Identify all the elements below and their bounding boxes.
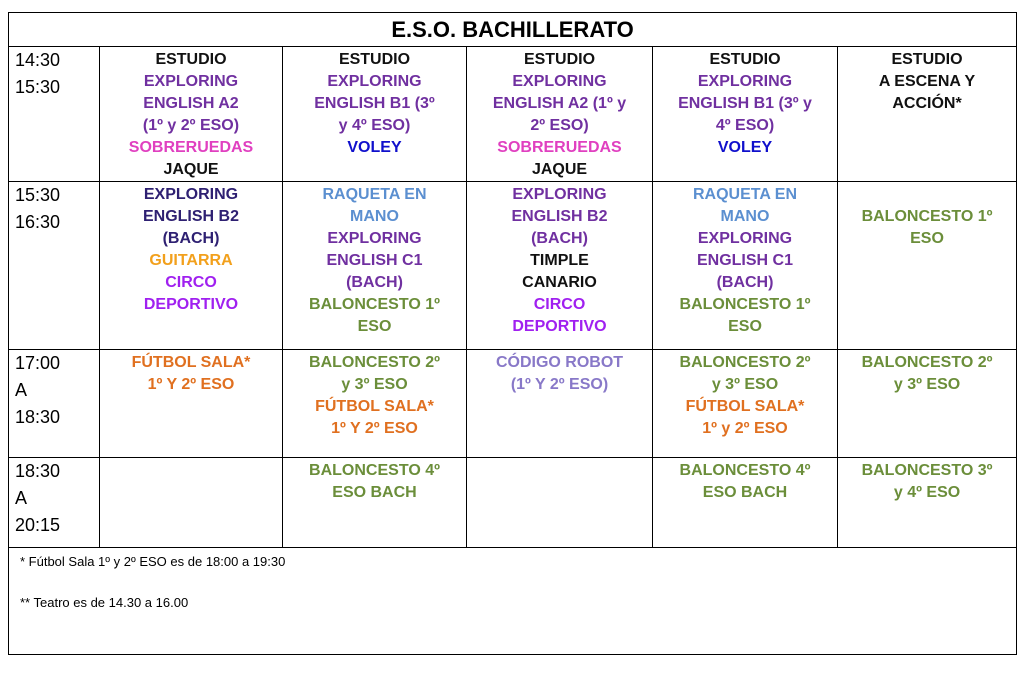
schedule-title: E.S.O. BACHILLERATO <box>9 13 1017 47</box>
activity-line: (BACH) <box>716 274 774 291</box>
activity-line: BALONCESTO 2º <box>309 354 440 371</box>
time-label: A <box>15 488 28 508</box>
activity-line: ESO <box>728 318 762 335</box>
time-label: 17:00 <box>15 353 61 373</box>
activity-cell <box>100 182 283 350</box>
activity-line: CIRCO <box>533 296 586 313</box>
activity-line: ESO BACH <box>702 484 788 501</box>
activity-cell <box>100 458 283 548</box>
activity-line: FÚTBOL SALA* <box>315 398 434 415</box>
activity-line: GUITARRA <box>149 252 233 269</box>
activity-line: ENGLISH A2 (1º y <box>492 95 627 112</box>
activity-line: CÓDIGO ROBOT <box>495 354 624 371</box>
activity-line: (1º y 2º ESO) <box>142 117 240 134</box>
activity-line: ESTUDIO <box>523 51 596 68</box>
activity-line: 4º ESO) <box>715 117 775 134</box>
activity-line: BALONCESTO 4º <box>309 462 440 479</box>
activity-line: EXPLORING <box>512 73 607 90</box>
activity-line: SOBRERUEDAS <box>497 139 622 156</box>
activity-cell <box>100 47 283 182</box>
activity-line: y 3º ESO <box>711 376 779 393</box>
activity-line: EXPLORING <box>327 230 422 247</box>
timeslot-row <box>9 458 1017 548</box>
activity-line: y 4º ESO <box>893 484 961 501</box>
activity-line: (BACH) <box>162 230 220 247</box>
activity-cell <box>467 47 653 182</box>
time-label: A <box>15 380 28 400</box>
activity-line: DEPORTIVO <box>143 296 239 313</box>
activity-line: TIMPLE <box>530 252 589 269</box>
activity-line: EXPLORING <box>143 186 239 203</box>
activity-cell <box>653 350 838 458</box>
activity-line: 1º Y 2º ESO <box>147 376 235 393</box>
activity-line: ENGLISH C1 <box>326 252 423 269</box>
time-cell <box>9 350 100 458</box>
activity-line: 1º y 2º ESO <box>702 420 788 437</box>
activity-line: ESTUDIO <box>891 51 963 68</box>
activity-line: ENGLISH B1 (3º <box>314 95 435 112</box>
activity-cell <box>283 182 467 350</box>
activity-line: ACCIÓN* <box>892 95 962 112</box>
time-label: 15:30 <box>15 185 61 205</box>
time-label: 20:15 <box>15 515 61 535</box>
activity-cell <box>283 350 467 458</box>
activity-cell <box>467 458 653 548</box>
activity-line: BALONCESTO 1º <box>679 296 811 313</box>
activity-line: BALONCESTO 2º <box>679 354 811 371</box>
activity-line: ESTUDIO <box>709 51 781 68</box>
activity-line <box>840 184 1014 206</box>
activity-line: 2º ESO) <box>530 117 589 134</box>
time-label: 18:30 <box>15 461 61 481</box>
activity-cell <box>653 182 838 350</box>
activity-line: BALONCESTO 1º <box>861 208 993 225</box>
activity-cell <box>653 47 838 182</box>
activity-line: BALONCESTO 3º <box>861 462 993 479</box>
activity-cell <box>653 458 838 548</box>
activity-line: CANARIO <box>522 274 597 291</box>
footnote: * Fútbol Sala 1º y 2º ESO es de 18:00 a 19:30 <box>20 554 286 569</box>
title-row <box>9 13 1017 47</box>
activity-line: EXPLORING <box>697 73 793 90</box>
time-label: 14:30 <box>15 50 61 70</box>
activity-cell <box>467 350 653 458</box>
activity-line: JAQUE <box>163 161 219 178</box>
activity-line: y 3º ESO <box>341 376 408 393</box>
activity-line: y 4º ESO) <box>338 117 411 134</box>
activity-cell <box>283 47 467 182</box>
activity-line: FÚTBOL SALA* <box>685 398 805 415</box>
activity-line: CIRCO <box>165 274 217 291</box>
activity-cell <box>467 182 653 350</box>
activity-cell <box>838 182 1017 350</box>
activity-line: ESTUDIO <box>338 51 411 68</box>
activity-line: RAQUETA EN <box>693 186 797 203</box>
activity-line: SOBRERUEDAS <box>128 139 254 156</box>
footnote <box>20 571 1016 593</box>
activity-line: (BACH) <box>346 274 403 291</box>
activity-line: ENGLISH C1 <box>696 252 793 269</box>
activity-line: ENGLISH B2 <box>511 208 608 225</box>
activity-line: (1º Y 2º ESO) <box>510 376 609 393</box>
activity-cell <box>838 350 1017 458</box>
activity-line: ENGLISH B2 <box>142 208 239 225</box>
timeslot-row <box>9 350 1017 458</box>
activity-line: ENGLISH A2 <box>143 95 239 112</box>
activity-line: (BACH) <box>531 230 588 247</box>
notes-row <box>9 548 1017 655</box>
activity-line: DEPORTIVO <box>512 318 607 335</box>
schedule-table <box>8 12 1017 655</box>
activity-line: BALONCESTO 4º <box>679 462 811 479</box>
activity-line: JAQUE <box>531 161 588 178</box>
activity-line: RAQUETA EN <box>322 186 427 203</box>
activity-cell <box>283 458 467 548</box>
time-label: 15:30 <box>15 77 61 97</box>
time-cell <box>9 47 100 182</box>
time-cell <box>9 458 100 548</box>
activity-line: FÚTBOL SALA* <box>131 354 251 371</box>
time-label: 16:30 <box>15 212 61 232</box>
activity-line: VOLEY <box>717 139 773 156</box>
activity-line: 1º Y 2º ESO <box>331 420 418 437</box>
activity-line: BALONCESTO 1º <box>309 296 440 313</box>
timeslot-row <box>9 182 1017 350</box>
activity-cell <box>100 350 283 458</box>
activity-line: A ESCENA Y <box>878 73 976 90</box>
footnote: ** Teatro es de 14.30 a 16.00 <box>20 595 189 610</box>
activity-line: ESTUDIO <box>155 51 227 68</box>
activity-line: EXPLORING <box>512 186 607 203</box>
activity-line: VOLEY <box>347 139 402 156</box>
activity-line: ENGLISH B1 (3º y <box>678 95 812 112</box>
activity-line: BALONCESTO 2º <box>861 354 993 371</box>
activity-line: MANO <box>720 208 770 225</box>
timeslot-row <box>9 47 1017 182</box>
activity-line: y 3º ESO <box>893 376 961 393</box>
time-cell <box>9 182 100 350</box>
activity-cell <box>838 458 1017 548</box>
activity-line: ESO BACH <box>332 484 417 501</box>
activity-line: ESO <box>357 318 392 335</box>
activity-cell <box>838 47 1017 182</box>
activity-line: EXPLORING <box>143 73 239 90</box>
activity-line: ESO <box>910 230 944 247</box>
activity-line: EXPLORING <box>697 230 793 247</box>
time-label: 18:30 <box>15 407 61 427</box>
activity-line: MANO <box>350 208 399 225</box>
footnotes-cell <box>9 548 1017 655</box>
activity-line: EXPLORING <box>327 73 422 90</box>
